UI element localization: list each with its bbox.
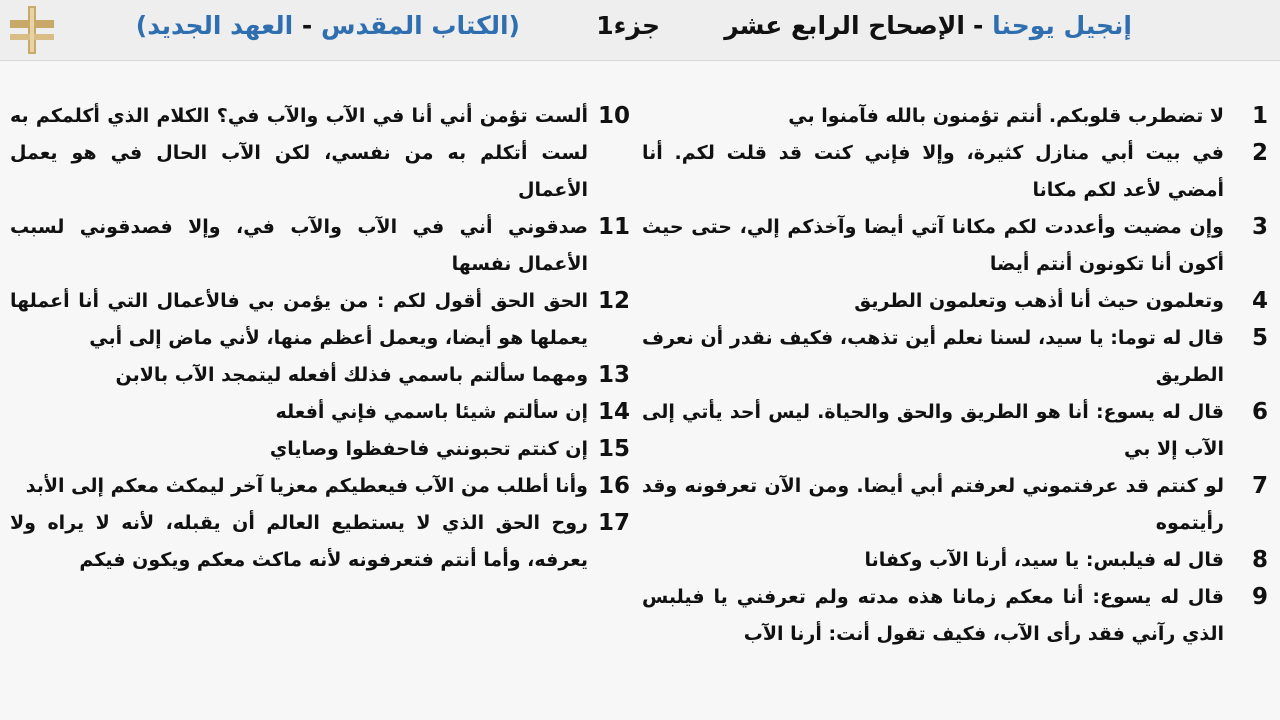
verse-text: لو كنتم قد عرفتموني لعرفتم أبي أيضا. ومن الآن تعرفونه وقد رأيتموه xyxy=(642,475,1224,534)
verse-text: قال له يسوع: أنا معكم زمانا هذه مدته ولم تعرفني يا فيلبس الذي رآني فقد رأى الآب، فكيف تقول أنت: أرنا الآب xyxy=(642,586,1224,645)
verse-13 xyxy=(10,357,630,394)
header-chapter-title: الإصحاح الرابع عشر xyxy=(724,11,965,40)
verse-text: في بيت أبي منازل كثيرة، وإلا فإني كنت قد قلت لكم. أنا أمضي لأعد لكم مكانا xyxy=(642,142,1224,201)
verse-text: صدقوني أني في الآب والآب في، وإلا فصدقوني لسبب الأعمال نفسها xyxy=(10,216,588,275)
verse-text: ومهما سألتم باسمي فذلك أفعله ليتمجد الآب بالابن xyxy=(115,364,588,386)
verse-11 xyxy=(10,209,630,283)
verse-number: 17 xyxy=(597,510,630,536)
header-book-title: إنجيل يوحنا - xyxy=(973,11,1132,40)
verse-number: 10 xyxy=(597,103,630,129)
verse-number: 16 xyxy=(597,473,630,499)
verse-5 xyxy=(642,320,1268,394)
verse-text: قال له فيلبس: يا سيد، أرنا الآب وكفانا xyxy=(864,549,1224,571)
verse-number: 15 xyxy=(597,436,630,462)
verse-number: 8 xyxy=(1251,547,1268,573)
verse-number: 11 xyxy=(597,214,630,240)
verse-number: 5 xyxy=(1251,325,1268,351)
verse-10 xyxy=(10,98,630,209)
verse-text: وتعلمون حيث أنا أذهب وتعلمون الطريق xyxy=(854,290,1224,312)
verse-14 xyxy=(10,394,630,431)
verse-number: 1 xyxy=(1251,103,1268,129)
verse-text: إن سألتم شيئا باسمي فإني أفعله xyxy=(275,401,588,423)
verse-number: 14 xyxy=(597,399,630,425)
verse-text: ألست تؤمن أني أنا في الآب والآب في؟ الكلام الذي أكلمكم به لست أتكلم به من نفسي، لكن الآب الحال في هو يعمل الأعمال xyxy=(10,105,588,201)
verse-8 xyxy=(642,542,1268,579)
verse-4 xyxy=(642,283,1268,320)
verse-12 xyxy=(10,283,630,357)
verse-text: وإن مضيت وأعددت لكم مكانا آتي أيضا وآخذكم إلي، حتى حيث أكون أنا تكونون أنتم أيضا xyxy=(642,216,1224,275)
verse-text: إن كنتم تحبونني فاحفظوا وصاياي xyxy=(269,438,588,460)
verse-number: 9 xyxy=(1251,584,1268,610)
verse-number: 4 xyxy=(1251,288,1268,314)
verse-number: 3 xyxy=(1251,214,1268,240)
header-bible-label: (الكتاب المقدس - العهد الجديد) xyxy=(135,11,520,40)
verse-number: 2 xyxy=(1251,140,1268,166)
verse-number: 12 xyxy=(597,288,630,314)
verse-number: 13 xyxy=(597,362,630,388)
cross-logo-icon xyxy=(6,4,58,56)
verse-text: الحق الحق أقول لكم : من يؤمن بي فالأعمال التي أنا أعملها يعملها هو أيضا، ويعمل أعظم منها، لأني ماض إلى أبي xyxy=(10,290,588,349)
verse-text: قال له يسوع: أنا هو الطريق والحق والحياة. ليس أحد يأتي إلى الآب إلا بي xyxy=(642,401,1224,460)
verses-column-left xyxy=(10,98,630,579)
verse-number: 6 xyxy=(1251,399,1268,425)
verse-2 xyxy=(642,135,1268,209)
header-part-label: جزء1 xyxy=(596,11,660,40)
verse-6 xyxy=(642,394,1268,468)
verse-1 xyxy=(642,98,1268,135)
verses-column-right xyxy=(642,98,1268,653)
verse-text: قال له توما: يا سيد، لسنا نعلم أين تذهب، فكيف نقدر أن نعرف الطريق xyxy=(642,327,1224,386)
verse-16 xyxy=(10,468,630,505)
verse-3 xyxy=(642,209,1268,283)
verse-9 xyxy=(642,579,1268,653)
verse-15 xyxy=(10,431,630,468)
verse-text: روح الحق الذي لا يستطيع العالم أن يقبله، لأنه لا يراه ولا يعرفه، وأما أنتم فتعرفونه لأنه ماكث معكم ويكون فيكم xyxy=(10,512,588,571)
page-header xyxy=(0,0,1280,61)
verse-7 xyxy=(642,468,1268,542)
verse-text: لا تضطرب قلوبكم. أنتم تؤمنون بالله فآمنوا بي xyxy=(788,105,1224,127)
verse-17 xyxy=(10,505,630,579)
verse-number: 7 xyxy=(1251,473,1268,499)
verse-text: وأنا أطلب من الآب فيعطيكم معزيا آخر ليمكث معكم إلى الأبد xyxy=(25,475,588,497)
